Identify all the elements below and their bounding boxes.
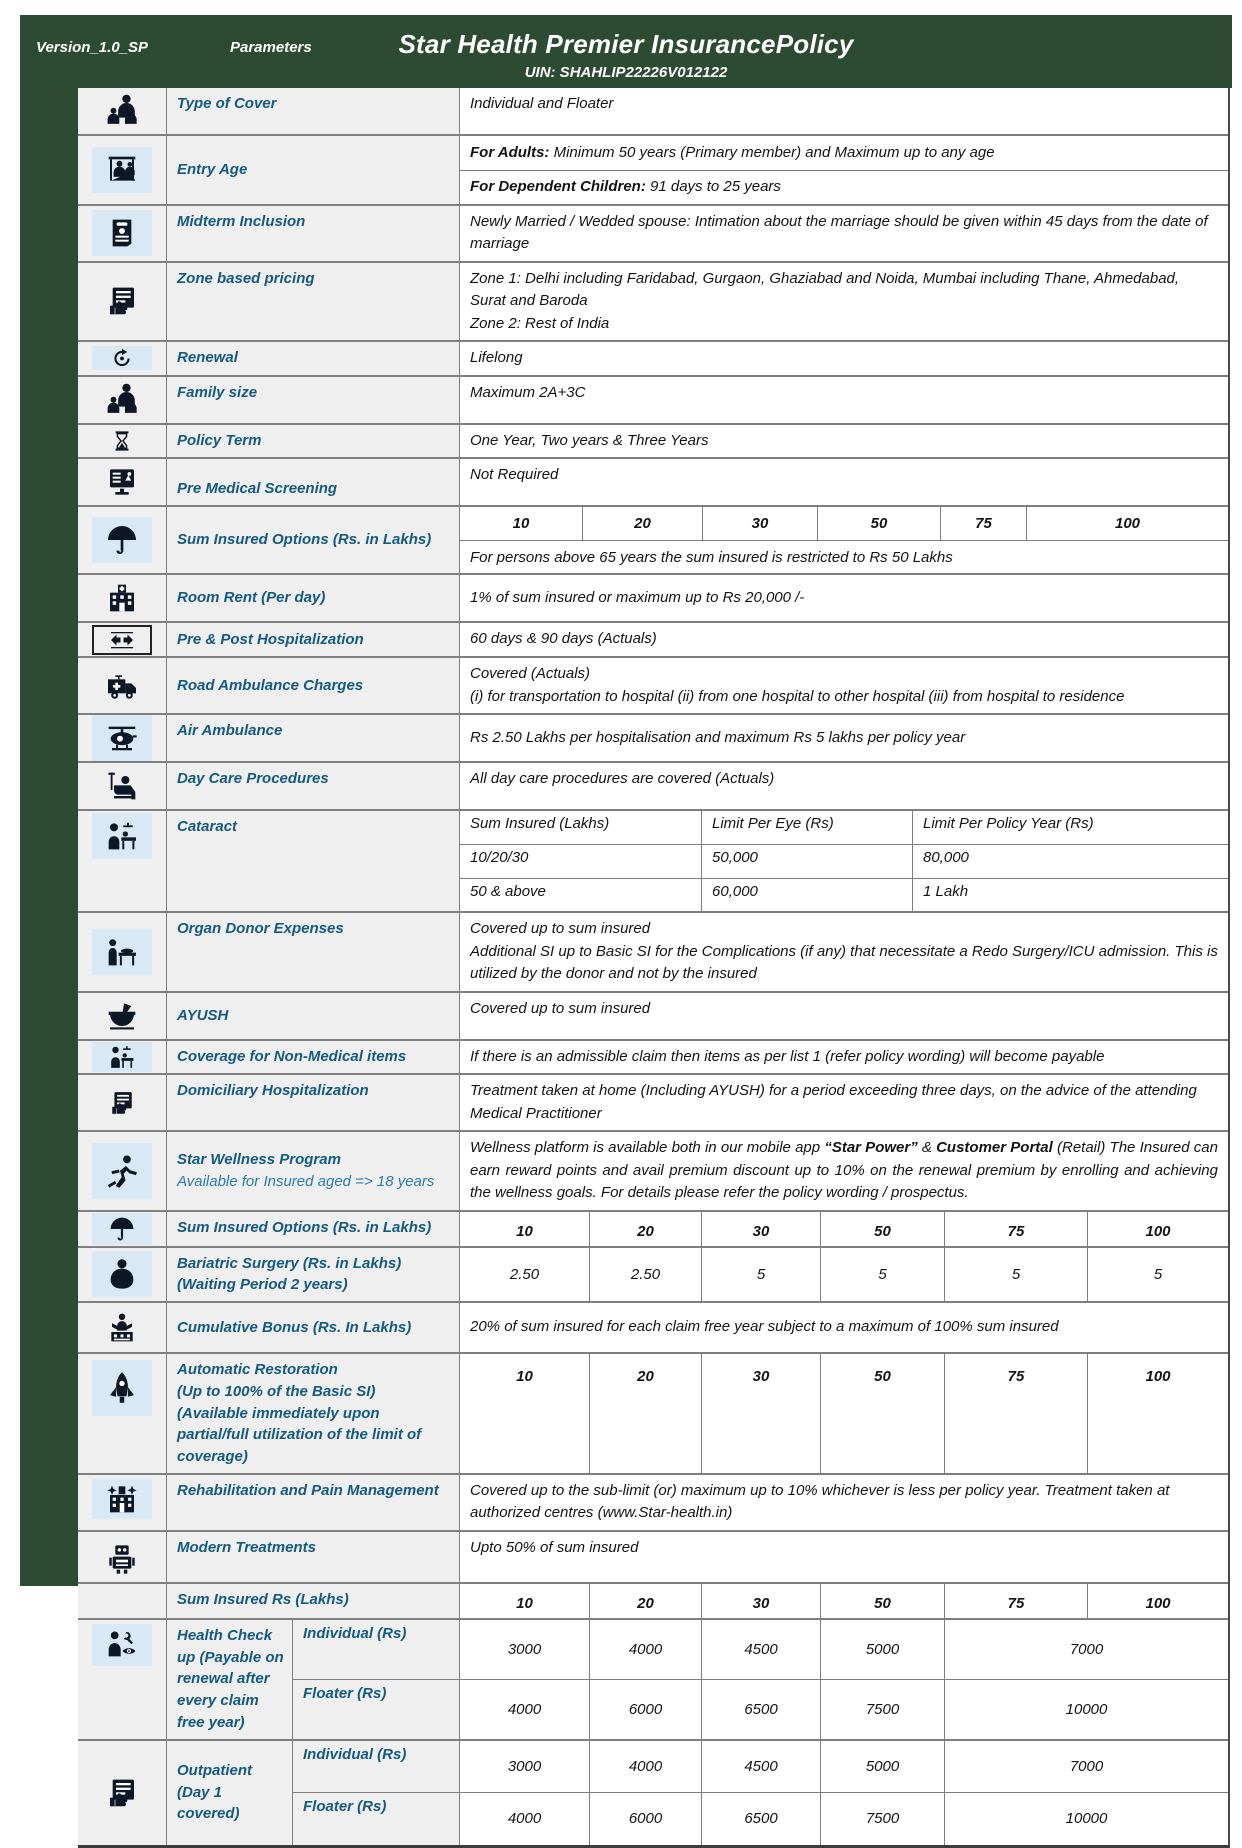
row-label: Sum Insured Options (Rs. in Lakhs) — [167, 1212, 460, 1246]
row-health-checkup — [78, 1618, 1228, 1739]
sum-insured-option: 50 — [818, 507, 941, 540]
row-value: Upto 50% of sum insured — [460, 1532, 1228, 1582]
bariatric-person-icon — [92, 1251, 152, 1297]
value-cell: 4500 — [702, 1620, 821, 1679]
row-label — [167, 1132, 460, 1210]
value-cell: 6500 — [702, 1793, 821, 1845]
value-cell: 6500 — [702, 1680, 821, 1739]
row-value: Covered up to the sub-limit (or) maximum up to 10% whichever is less per policy year. Treatment taken at authorized centres (www.Star-health.in) — [460, 1475, 1228, 1530]
bariatric-value: 5 — [821, 1248, 945, 1302]
value-cell: 4500 — [702, 1741, 821, 1792]
helicopter-icon — [92, 715, 152, 761]
health-checkup-individual-values — [460, 1620, 1228, 1679]
row-pre-medical-screening — [78, 457, 1228, 505]
uin-label: UIN: SHAHLIP22226V012122 — [524, 64, 728, 81]
row-outpatient — [78, 1739, 1228, 1845]
restoration-value: 50 — [821, 1354, 945, 1473]
row-midterm-inclusion — [78, 204, 1228, 261]
bariatric-value: 5 — [702, 1248, 821, 1302]
row-value — [460, 1132, 1228, 1210]
umbrella-icon — [92, 1213, 152, 1245]
version-label: Version_1.0_SP — [36, 39, 149, 56]
row-value: 20% of sum insured for each claim free year subject to a maximum of 100% sum insured — [460, 1303, 1228, 1352]
row-label: Coverage for Non-Medical items — [167, 1041, 460, 1074]
value-cell: 4000 — [590, 1620, 702, 1679]
cataract-row-1 — [460, 844, 1228, 878]
row-sum-insured-rs — [78, 1582, 1228, 1618]
hospital-building-icon — [92, 575, 152, 621]
value-cell: 6000 — [590, 1793, 702, 1845]
row-domiciliary — [78, 1073, 1228, 1130]
bariatric-values — [460, 1248, 1228, 1302]
umbrella-icon — [92, 517, 152, 563]
row-label: Renewal — [167, 342, 460, 375]
row-value — [460, 913, 1228, 991]
sum-insured-options — [460, 507, 1228, 540]
surgery-table-icon — [92, 929, 152, 975]
row-label: Cataract — [167, 811, 460, 911]
sum-insured-option: 100 — [1145, 1594, 1171, 1612]
sum-insured-option: 75 — [941, 507, 1027, 540]
row-label: Zone based pricing — [167, 263, 460, 341]
value-cell: 7500 — [821, 1793, 945, 1845]
value-cell: 3000 — [460, 1741, 590, 1792]
runner-icon — [92, 1143, 152, 1199]
mortar-pestle-icon — [92, 993, 152, 1039]
covered-text: Covered (Actuals) — [470, 665, 591, 682]
parameters-table — [78, 88, 1230, 1848]
cataract-cell: 50 & above — [460, 879, 702, 911]
sum-insured-option: 30 — [703, 507, 818, 540]
renewal-cycle-icon — [92, 346, 152, 370]
zone-2-text: Zone 2: Rest of India — [470, 314, 610, 332]
sum-insured-options — [460, 1212, 1228, 1246]
row-value — [460, 658, 1228, 713]
row-label: Outpatient (Day 1 covered) — [167, 1741, 293, 1845]
restoration-value: 10 — [460, 1354, 590, 1473]
row-value — [460, 263, 1228, 341]
value-cell: 7000 — [1069, 1757, 1104, 1775]
value-cell: 10000 — [1065, 1700, 1108, 1718]
sum-insured-option: 75 — [945, 1212, 1088, 1246]
cataract-row-2 — [460, 878, 1228, 911]
cataract-col-header: Sum Insured (Lakhs) — [460, 811, 702, 844]
row-bariatric-surgery — [78, 1246, 1228, 1302]
row-label: Sum Insured Rs (Lakhs) — [167, 1584, 460, 1618]
row-label: Room Rent (Per day) — [167, 575, 460, 621]
daycare-patient-icon — [92, 763, 152, 809]
cataract-header-row — [460, 811, 1228, 844]
row-label: Midterm Inclusion — [167, 206, 460, 261]
outpatient-floater-values — [460, 1793, 1228, 1845]
document-header — [20, 15, 1232, 88]
sum-insured-option: 100 — [1114, 515, 1141, 532]
row-zone-based-pricing — [78, 261, 1228, 341]
row-sum-insured-options-2 — [78, 1210, 1228, 1246]
restoration-value: 30 — [702, 1354, 821, 1473]
cataract-cell: 10/20/30 — [460, 845, 702, 878]
rehab-centre-icon — [92, 1479, 152, 1519]
row-label: Sum Insured Options (Rs. in Lakhs) — [167, 507, 460, 573]
restoration-values — [460, 1354, 1228, 1473]
empty-icon-cell — [78, 1584, 167, 1618]
row-label: Health Check up (Payable on renewal after every claim free year) — [167, 1620, 293, 1739]
approved-document-icon — [92, 1088, 152, 1118]
row-label: Pre Medical Screening — [167, 459, 460, 505]
zone-1-text: Zone 1: Delhi including Faridabad, Gurgaon, Ghaziabad and Noida, Mumbai including Thane, Ahmedabad, Surat and Baroda — [470, 269, 1180, 309]
row-family-size — [78, 375, 1228, 423]
entry-counter-icon — [92, 147, 152, 193]
sum-insured-option: 100 — [1145, 1222, 1171, 1240]
row-label: Type of Cover — [167, 88, 460, 134]
bariatric-value: 5 — [945, 1248, 1088, 1302]
row-label: Bariatric Surgery (Rs. in Lakhs) (Waiting Period 2 years) — [167, 1248, 460, 1302]
sum-insured-option: 75 — [945, 1584, 1088, 1618]
value-cell: 5000 — [821, 1620, 945, 1679]
sum-insured-option: 10 — [460, 1212, 590, 1246]
row-label: Family size — [167, 377, 460, 423]
row-modern-treatments — [78, 1530, 1228, 1582]
health-checkup-icon — [92, 1624, 152, 1666]
row-road-ambulance — [78, 656, 1228, 713]
row-value: One Year, Two years & Three Years — [460, 425, 1228, 458]
nurse-patient-icon — [92, 813, 152, 859]
modern-treatment-icon — [92, 1536, 152, 1582]
row-value: If there is an admissible claim then items as per list 1 (refer policy wording) will become payable — [460, 1041, 1228, 1074]
transport-text: (i) for transportation to hospital (ii) from one hospital to other hospital (iii) from hospital to residence — [470, 687, 1125, 705]
sum-insured-note: For persons above 65 years the sum insured is restricted to Rs 50 Lakhs — [460, 540, 1228, 573]
wellness-eligibility: Available for Insured aged => 18 years — [177, 1172, 435, 1190]
row-air-ambulance — [78, 713, 1228, 761]
value-cell: 10000 — [1065, 1810, 1108, 1827]
row-day-care — [78, 761, 1228, 809]
row-organ-donor — [78, 911, 1228, 991]
ambulance-icon — [92, 663, 152, 709]
parameters-label: Parameters — [230, 39, 312, 56]
row-sum-insured-options-1 — [78, 505, 1228, 573]
cataract-cell: 60,000 — [702, 879, 913, 911]
row-label: Policy Term — [167, 425, 460, 458]
row-value: Lifelong — [460, 342, 1228, 375]
bariatric-value: 2.50 — [460, 1248, 590, 1302]
row-value: Newly Married / Wedded spouse: Intimation about the marriage should be given within 45 days from the date of marriage — [460, 206, 1228, 261]
sum-insured-option: 10 — [460, 1584, 590, 1618]
sum-insured-option: 50 — [821, 1212, 945, 1246]
sum-insured-option: 30 — [702, 1212, 821, 1246]
outpatient-document-icon — [92, 1770, 152, 1816]
row-value: Maximum 2A+3C — [460, 377, 1228, 423]
row-value: 1% of sum insured or maximum up to Rs 20,000 /- — [460, 575, 1228, 621]
row-label: Road Ambulance Charges — [167, 658, 460, 713]
row-type-of-cover — [78, 88, 1228, 134]
row-entry-age — [78, 134, 1228, 204]
restoration-value: 20 — [590, 1354, 702, 1473]
individual-label: Individual (Rs) — [293, 1620, 460, 1679]
left-green-strip — [20, 88, 78, 1586]
row-label: Air Ambulance — [167, 715, 460, 761]
row-value: All day care procedures are covered (Actuals) — [460, 763, 1228, 809]
row-label: Cumulative Bonus (Rs. In Lakhs) — [167, 1303, 460, 1352]
cataract-cell: 50,000 — [702, 845, 913, 878]
sum-insured-option: 10 — [460, 507, 583, 540]
family-icon — [92, 377, 152, 423]
row-label: Modern Treatments — [167, 1532, 460, 1582]
row-pre-post-hospitalization — [78, 621, 1228, 656]
cataract-cell: 1 Lakh — [923, 883, 969, 900]
row-value: Covered up to sum insured — [460, 993, 1228, 1039]
row-cataract — [78, 809, 1228, 911]
page-title: Star Health Premier InsurancePolicy — [398, 29, 854, 59]
sum-insured-option: 20 — [590, 1212, 702, 1246]
value-cell: 7000 — [1069, 1640, 1104, 1658]
row-value: Not Required — [460, 459, 1228, 505]
row-cumulative-bonus — [78, 1301, 1228, 1352]
cataract-col-header: Limit Per Policy Year (Rs) — [923, 815, 1094, 832]
row-label: Pre & Post Hospitalization — [167, 623, 460, 656]
id-document-icon — [92, 210, 152, 256]
row-renewal — [78, 340, 1228, 375]
left-right-arrows-icon — [92, 625, 152, 655]
sum-insured-option: 20 — [583, 507, 703, 540]
outpatient-individual-values — [460, 1741, 1228, 1792]
row-value: Treatment taken at home (Including AYUSH) for a period exceeding three days, on the advice of the attending Medical Practitioner — [460, 1075, 1228, 1130]
entry-age-children: For Dependent Children: 91 days to 25 years — [460, 171, 1228, 204]
health-checkup-floater-values — [460, 1680, 1228, 1739]
medical-screen-icon — [92, 459, 152, 505]
row-label: AYUSH — [167, 993, 460, 1039]
value-cell: 5000 — [821, 1741, 945, 1792]
organ-donor-line1: Covered up to sum insured — [470, 920, 651, 937]
value-cell: 7500 — [821, 1680, 945, 1739]
wellness-description: Wellness platform is available both in our mobile app “Star Power” & Customer Portal (Retail) The Insured can earn reward points and avail premium discount up to 10% on the renewal premium by enrolling and achieving the wellness goals. For details please refer the policy wording / prospectus. — [470, 1139, 1218, 1201]
floater-label: Floater (Rs) — [293, 1793, 460, 1845]
nurse-patient-icon — [92, 1042, 152, 1072]
row-star-wellness — [78, 1130, 1228, 1210]
value-cell: 4000 — [460, 1793, 590, 1845]
bonus-building-icon — [92, 1305, 152, 1351]
row-value: Individual and Floater — [460, 88, 1228, 134]
row-label: Organ Donor Expenses — [167, 913, 460, 991]
row-automatic-restoration — [78, 1352, 1228, 1473]
row-label: Entry Age — [167, 136, 460, 204]
row-label: Rehabilitation and Pain Management — [167, 1475, 460, 1530]
cataract-col-header: Limit Per Eye (Rs) — [702, 811, 913, 844]
row-room-rent — [78, 573, 1228, 621]
row-non-medical-items — [78, 1039, 1228, 1074]
value-cell: 3000 — [460, 1620, 590, 1679]
row-policy-term — [78, 423, 1228, 458]
row-value: Rs 2.50 Lakhs per hospitalisation and maximum Rs 5 lakhs per policy year — [460, 715, 1228, 761]
bariatric-value: 5 — [1153, 1265, 1163, 1283]
organ-donor-line2: Additional SI up to Basic SI for the Complications (if any) that necessitate a Redo Surgery/ICU admission. This is utilized by the donor and not by the insured — [470, 942, 1218, 982]
approved-document-icon — [92, 278, 152, 324]
row-rehabilitation — [78, 1473, 1228, 1530]
entry-age-adults: For Adults: Minimum 50 years (Primary member) and Maximum up to any age — [460, 136, 1228, 170]
restoration-value: 100 — [1145, 1368, 1171, 1385]
sum-insured-option: 30 — [702, 1584, 821, 1618]
sum-insured-option: 50 — [821, 1584, 945, 1618]
wellness-title: Star Wellness Program — [177, 1151, 341, 1168]
sum-insured-option: 20 — [590, 1584, 702, 1618]
row-label: Domiciliary Hospitalization — [167, 1075, 460, 1130]
value-cell: 4000 — [590, 1741, 702, 1792]
hourglass-icon — [92, 429, 152, 453]
family-icon — [92, 88, 152, 134]
row-label: Automatic Restoration (Up to 100% of the Basic SI) (Available immediately upon partial/full utilization of the limit of coverage) — [167, 1354, 460, 1473]
cataract-cell: 80,000 — [923, 849, 969, 866]
value-cell: 4000 — [460, 1680, 590, 1739]
sum-insured-options — [460, 1584, 1228, 1618]
bariatric-value: 2.50 — [590, 1248, 702, 1302]
floater-label: Floater (Rs) — [293, 1680, 460, 1739]
row-label: Day Care Procedures — [167, 763, 460, 809]
restoration-value: 75 — [945, 1354, 1088, 1473]
row-ayush — [78, 991, 1228, 1039]
row-value: 60 days & 90 days (Actuals) — [460, 623, 1228, 656]
value-cell: 6000 — [590, 1680, 702, 1739]
individual-label: Individual (Rs) — [293, 1741, 460, 1792]
rocket-icon — [92, 1360, 152, 1416]
